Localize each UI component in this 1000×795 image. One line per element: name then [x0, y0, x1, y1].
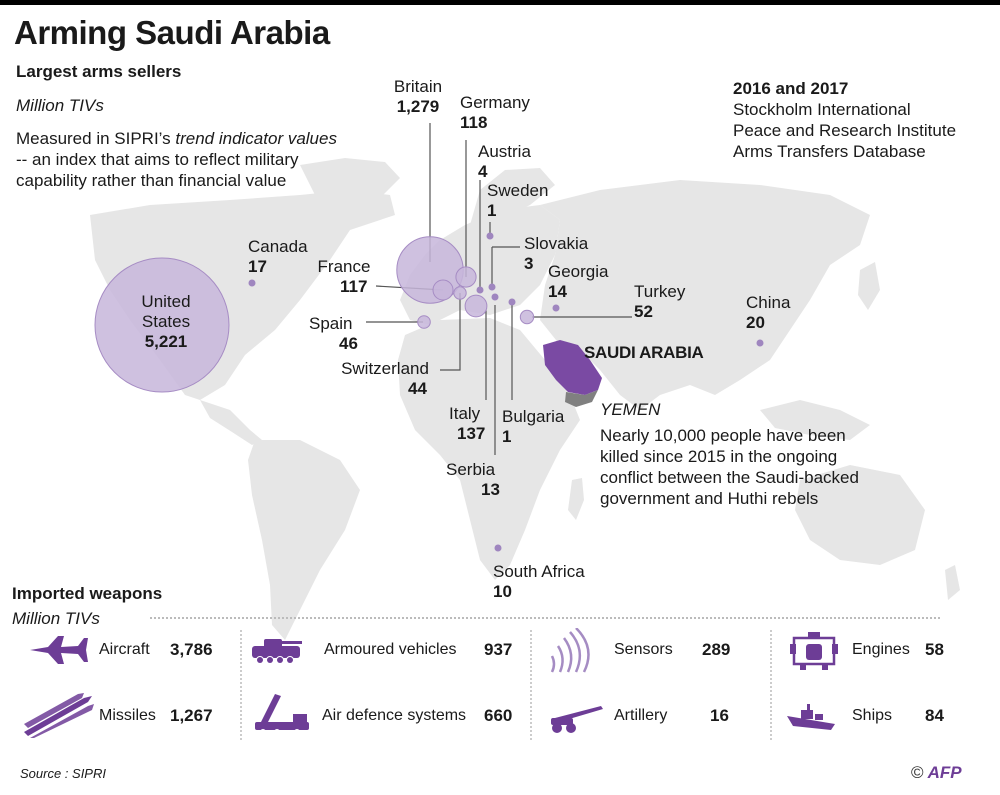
imports-heading: Imported weapons	[12, 584, 163, 603]
weapon-label: Artillery	[614, 707, 668, 724]
label-britain	[385, 77, 451, 117]
weapon-value: 3,786	[170, 640, 213, 659]
bubble-spain	[418, 316, 431, 329]
weapon-label: Engines	[852, 641, 910, 658]
weapon-value: 937	[484, 640, 513, 659]
madagascar-landmass	[568, 478, 584, 520]
seller-value: 44	[408, 379, 427, 398]
seller-value: 52	[634, 302, 653, 321]
label-united-states	[127, 292, 205, 352]
weapon-label: Aircraft	[99, 641, 150, 658]
label-austria	[478, 142, 531, 182]
yemen-conflict-note: Nearly 10,000 people have been killed since 2015 in the ongoing conflict between the Saudi-backed government and Huthi rebels	[600, 426, 859, 508]
bubble-italy	[465, 295, 487, 317]
seller-name: States	[141, 312, 191, 331]
label-georgia	[548, 262, 608, 302]
label-turkey	[634, 282, 685, 322]
seller-value: 14	[548, 282, 567, 301]
bubble-china	[757, 340, 764, 347]
seller-value: 20	[746, 313, 765, 332]
artillery-icon	[545, 700, 605, 734]
seller-name: Sweden	[487, 181, 549, 200]
afp-credit	[911, 763, 962, 783]
bubble-austria	[477, 287, 484, 294]
seller-name: Austria	[478, 142, 531, 161]
seller-value: 17	[248, 257, 267, 276]
tiv-explanation: Measured in SIPRI’s trend indicator values -- an index that aims to reflect military capability rather than financial value	[16, 129, 337, 190]
label-canada	[248, 237, 308, 277]
source-line-3: Arms Transfers Database	[733, 142, 926, 161]
seller-value: 5,221	[144, 332, 188, 351]
seller-value: 4	[478, 162, 488, 181]
seller-value: 1	[502, 427, 512, 446]
bubble-slovakia	[489, 284, 496, 291]
label-italy	[449, 404, 485, 444]
bubble-france	[433, 280, 453, 300]
japan-landmass	[858, 262, 880, 310]
label-sweden	[487, 181, 548, 221]
bubble-bulgaria	[509, 299, 516, 306]
missiles-icon	[22, 692, 94, 738]
period: 2016 and 2017	[733, 79, 849, 98]
bubble-canada	[249, 280, 256, 287]
weapon-value: 1,267	[170, 706, 213, 725]
bubble-germany	[456, 267, 476, 287]
imports-divider	[150, 617, 940, 619]
central-america-landmass	[200, 400, 262, 445]
copyright-mark: ©	[911, 763, 924, 782]
bubble-serbia	[492, 294, 499, 301]
seller-name: Italy	[449, 404, 481, 423]
seller-name: Bulgaria	[502, 407, 565, 426]
aircraft-icon	[28, 632, 90, 668]
weapon-label: Ships	[852, 707, 893, 724]
bubble-turkey	[520, 310, 533, 323]
seller-value: 1	[487, 201, 497, 220]
label-china	[746, 293, 790, 333]
seller-name: China	[746, 293, 791, 312]
armoured-vehicle-icon	[248, 634, 304, 666]
seller-name: Germany	[460, 93, 530, 112]
weapon-label: Sensors	[614, 641, 673, 658]
seller-value: 13	[481, 480, 500, 499]
seller-name: Spain	[309, 314, 353, 333]
weapon-value: 289	[702, 640, 731, 659]
source-line-1: Stockholm International	[733, 100, 911, 119]
label-switzerland	[332, 359, 438, 399]
page-title: Arming Saudi Arabia	[14, 14, 330, 51]
column-separator	[240, 630, 242, 740]
seller-value: 10	[493, 582, 512, 601]
label-spain	[309, 314, 358, 354]
seller-name: Georgia	[548, 262, 609, 281]
seller-name: Serbia	[446, 460, 496, 479]
seller-name: Slovakia	[524, 234, 589, 253]
column-separator	[770, 630, 772, 740]
label-bulgaria	[502, 407, 564, 447]
afp-logo: AFP	[927, 763, 962, 782]
footer-source: Source : SIPRI	[20, 766, 106, 781]
weapon-value: 84	[925, 706, 944, 725]
seller-name: South Africa	[493, 562, 585, 581]
source-line-2: Peace and Research Institute	[733, 121, 957, 140]
map-subtitle: Largest arms sellers	[16, 62, 182, 81]
seller-name: Canada	[248, 237, 308, 256]
seller-name: Switzerland	[341, 359, 429, 378]
seller-name: United	[141, 292, 191, 311]
seller-value: 1,279	[396, 97, 440, 116]
label-germany	[460, 93, 530, 133]
weapon-value: 660	[484, 706, 513, 725]
yemen-label: YEMEN	[600, 400, 661, 419]
saudi-arabia-label: SAUDI ARABIA	[584, 343, 704, 362]
weapon-label: Armoured vehicles	[324, 641, 457, 658]
weapon-value: 16	[710, 706, 729, 725]
weapon-label: Missiles	[99, 707, 156, 724]
bubble-switzerland	[454, 287, 466, 299]
south-america-landmass	[248, 440, 360, 640]
air-defence-icon	[253, 692, 311, 736]
label-serbia	[446, 460, 500, 500]
seller-name: France	[317, 257, 371, 276]
new-zealand-landmass	[945, 565, 960, 600]
source-box	[733, 78, 956, 162]
bubble-britain	[397, 237, 463, 303]
seller-value: 117	[340, 277, 368, 296]
seller-value: 137	[457, 424, 486, 443]
seller-name: Britain	[393, 77, 443, 96]
bubble-georgia	[553, 305, 560, 312]
imports-units: Million TIVs	[12, 609, 100, 628]
seller-value: 3	[524, 254, 534, 273]
label-south-africa	[493, 562, 585, 602]
column-separator	[530, 630, 532, 740]
weapon-label: Air defence systems	[322, 707, 467, 724]
sensors-icon	[546, 628, 598, 676]
seller-name: Turkey	[634, 282, 686, 301]
engines-icon	[790, 630, 838, 670]
seller-value: 118	[460, 113, 488, 132]
weapon-value: 58	[925, 640, 944, 659]
map-units: Million TIVs	[16, 96, 104, 115]
ships-icon	[785, 702, 839, 732]
label-france	[312, 257, 376, 297]
seller-value: 46	[339, 334, 358, 353]
bubble-south-africa	[495, 545, 502, 552]
bubble-sweden	[487, 233, 494, 240]
